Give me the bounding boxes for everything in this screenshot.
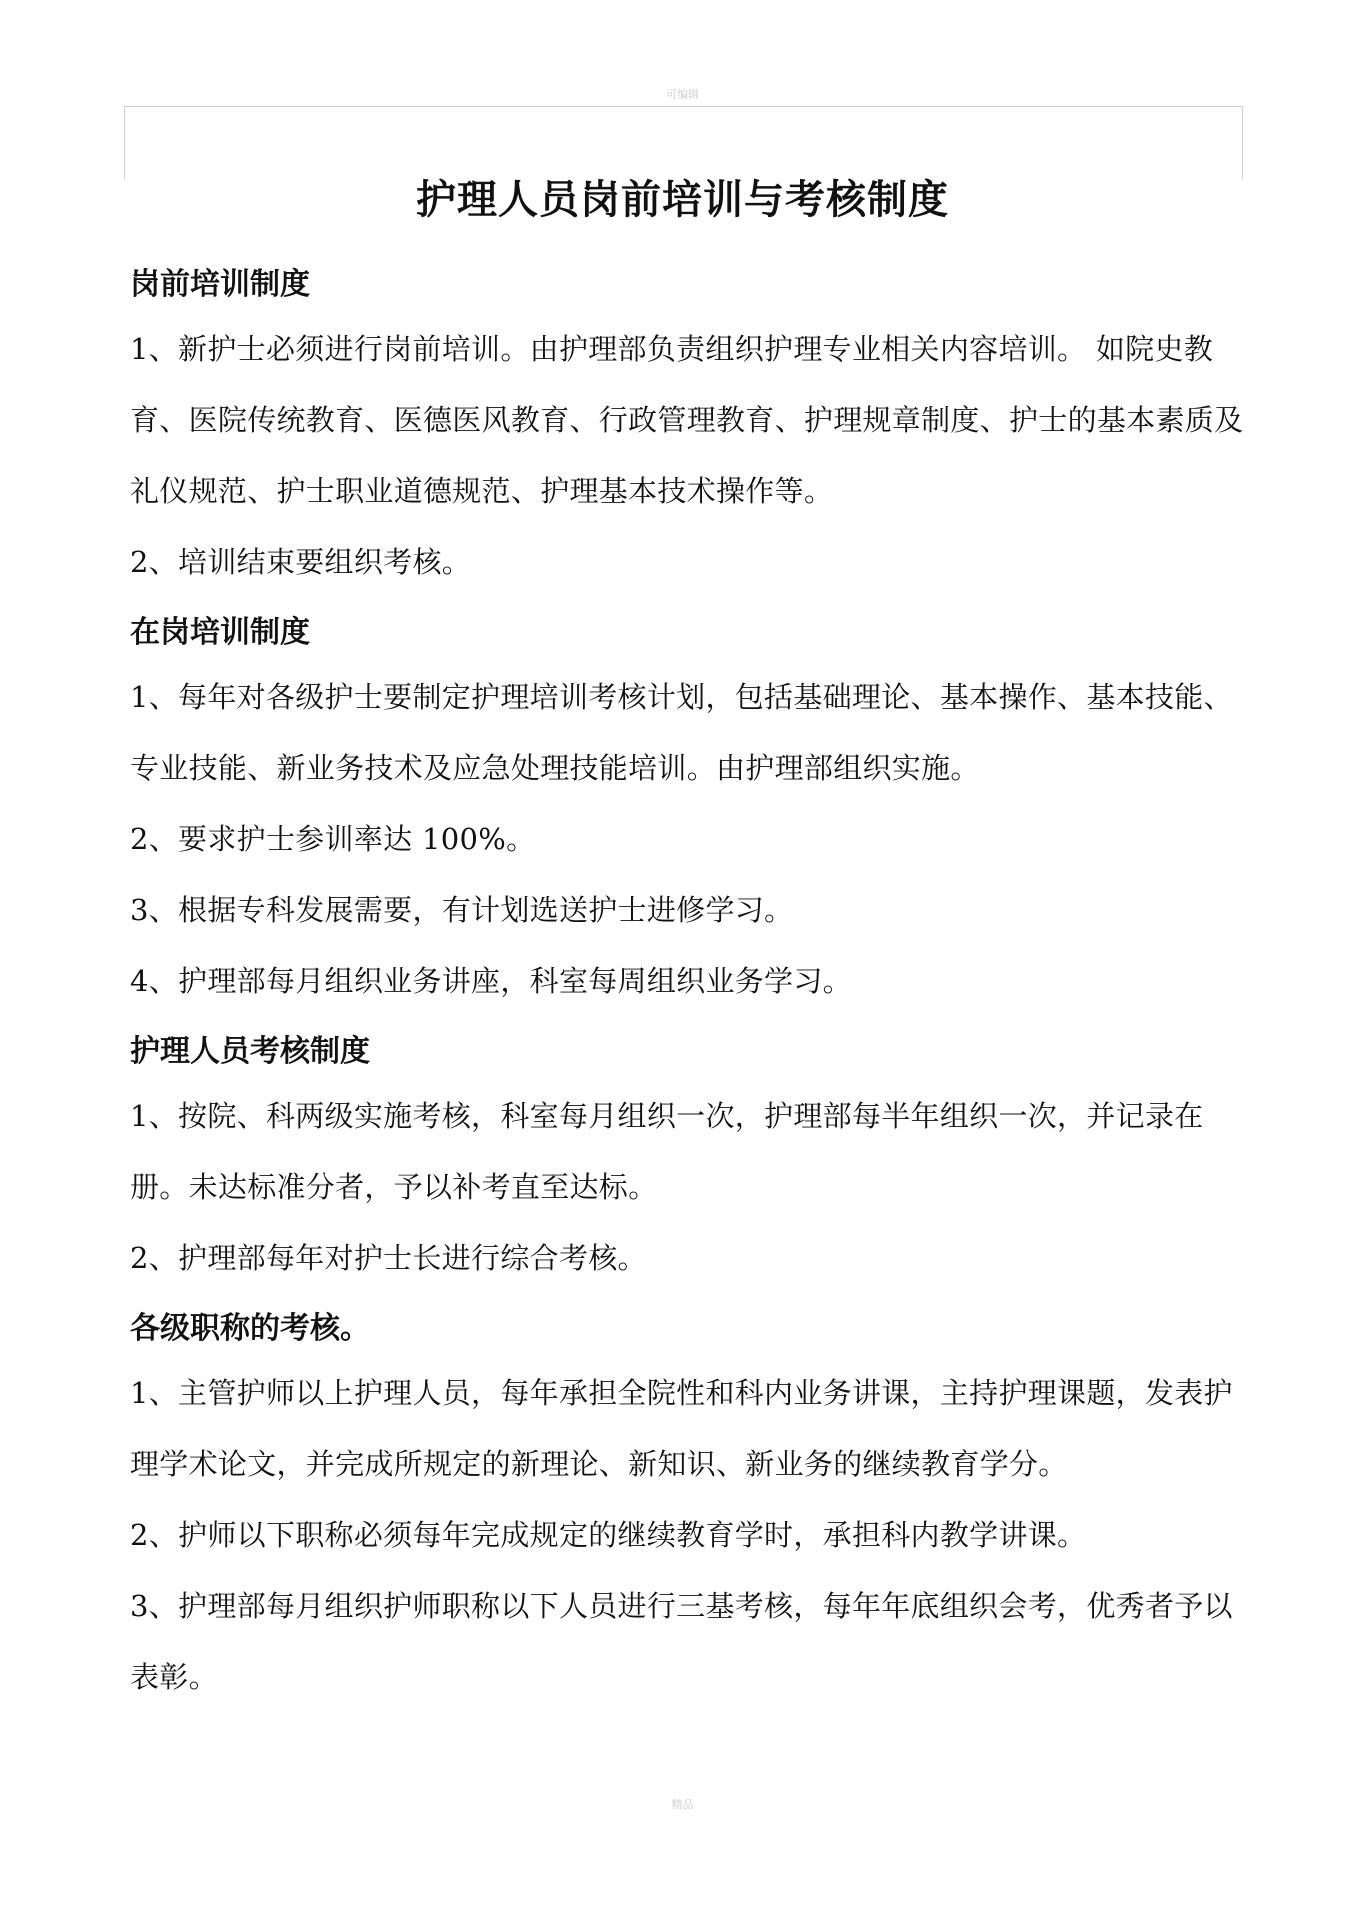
paragraph: 3、根据专科发展需要，有计划选送护士进修学习。 [130,893,794,927]
page-header-watermark: 可编辑 [666,88,699,101]
paragraph: 2、培训结束要组织考核。 [130,545,472,579]
paragraph: 4、护理部每月组织业务讲座，科室每周组织业务学习。 [130,964,852,998]
paragraph: 3、护理部每月组织护师职称以下人员进行三基考核，每年年底组织会考，优秀者予以表彰。 [130,1589,1233,1694]
paragraph: 1、每年对各级护士要制定护理培训考核计划，包括基础理论、基本操作、基本技能、专业技能、新业务技术及应急处理技能培训。由护理部组织实施。 [130,680,1233,785]
section-heading-on-job-training: 在岗培训制度 [130,615,310,650]
paragraph: 2、要求护士参训率达 100%。 [130,822,536,856]
paragraph: 1、主管护师以上护理人员，每年承担全院性和科内业务讲课，主持护理课题，发表护理学术论文，并完成所规定的新理论、新知识、新业务的继续教育学分。 [130,1376,1233,1481]
document-body [130,250,1245,1713]
paragraph: 1、按院、科两级实施考核，科室每月组织一次，护理部每半年组织一次，并记录在册。未达标准分者，予以补考直至达标。 [130,1099,1204,1204]
document-title: 护理人员岗前培训与考核制度 [416,177,949,223]
section-heading-staff-assessment: 护理人员考核制度 [130,1034,370,1069]
section-heading-title-assessment: 各级职称的考核。 [130,1311,370,1346]
section-heading-pre-job-training: 岗前培训制度 [130,267,310,302]
paragraph: 2、护师以下职称必须每年完成规定的继续教育学时，承担科内教学讲课。 [130,1518,1087,1552]
page-footer-watermark: 精品 [671,1798,694,1811]
paragraph: 2、护理部每年对护士长进行综合考核。 [130,1241,647,1275]
paragraph: 1、新护士必须进行岗前培训。由护理部负责组织护理专业相关内容培训。 如院史教育、医院传统教育、医德医风教育、行政管理教育、护理规章制度、护士的基本素质及礼仪规范、护士职业道德规范、护理基本技术操作等。 [130,332,1244,508]
header-frame [124,106,1243,179]
